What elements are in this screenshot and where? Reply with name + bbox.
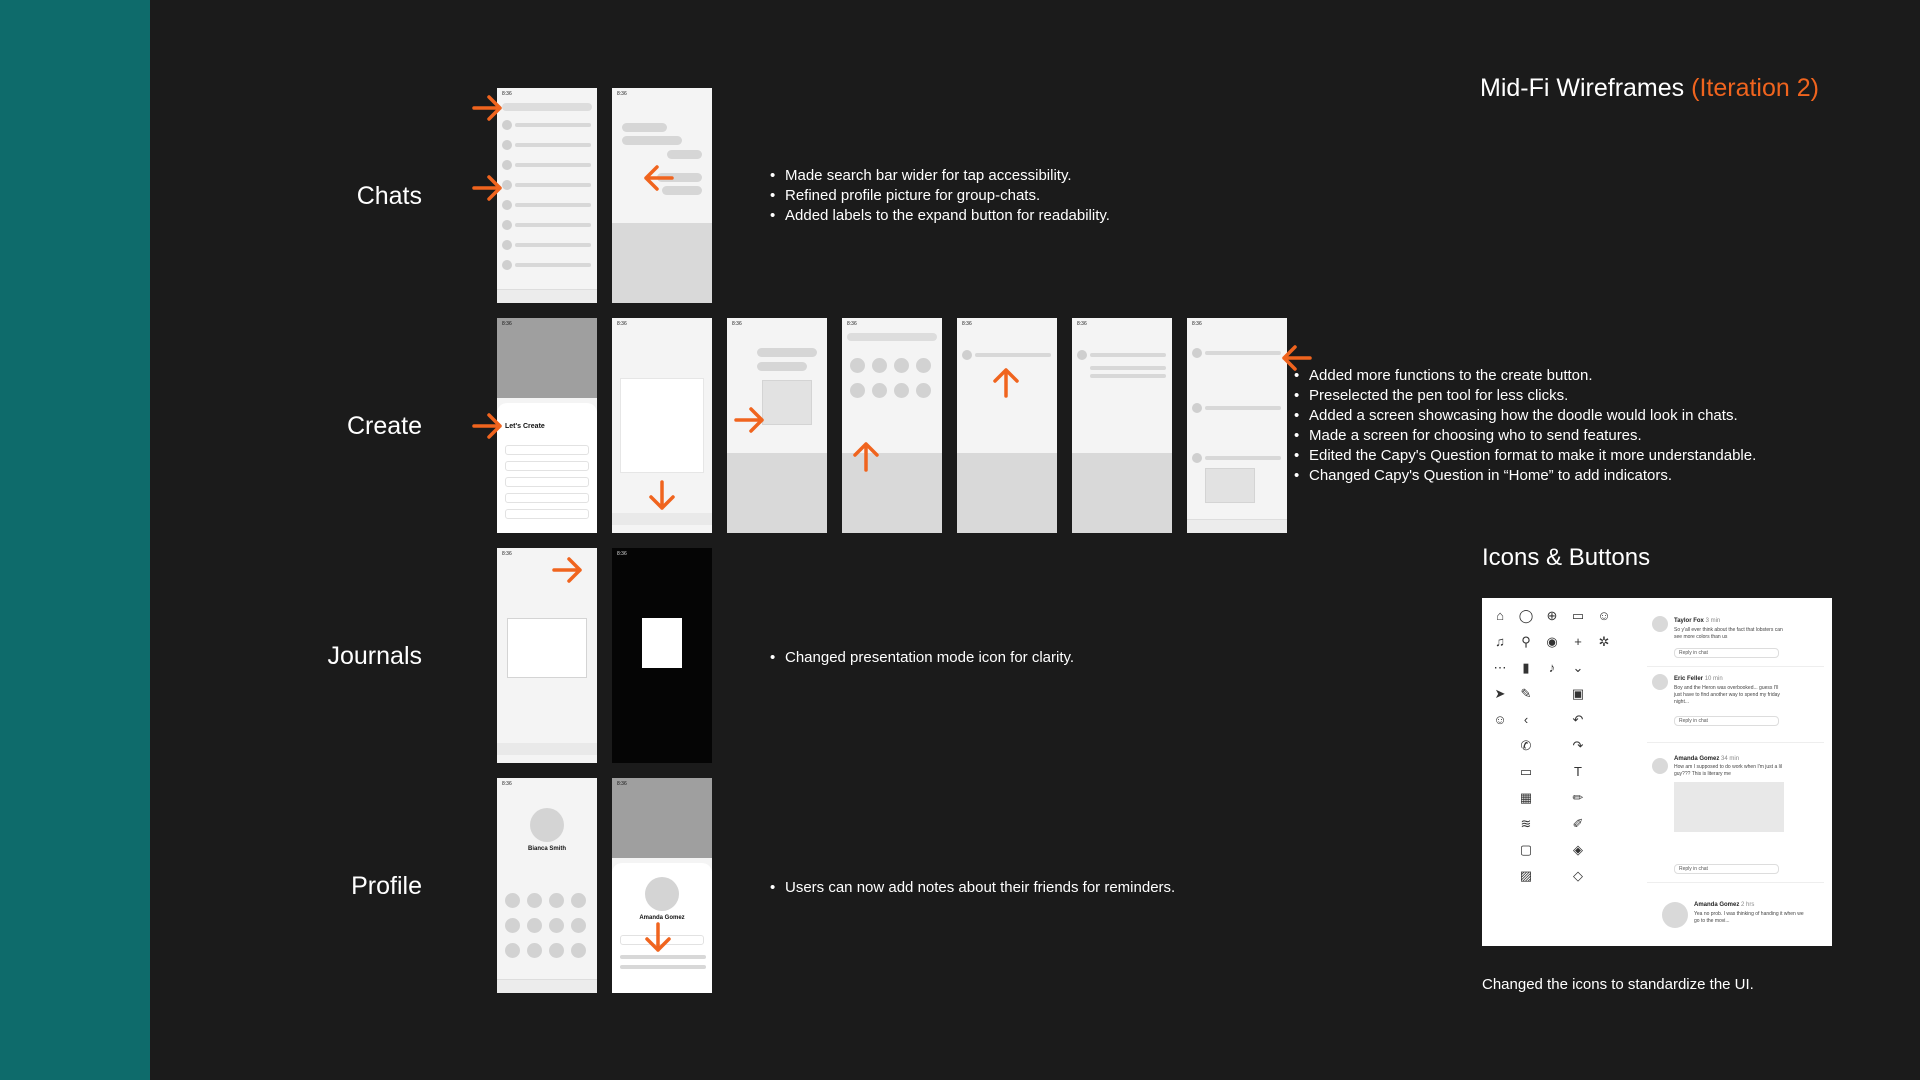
capy-question-screen xyxy=(957,318,1057,533)
arrow-left-icon xyxy=(1278,340,1314,376)
reply-input[interactable]: Reply in chat xyxy=(1674,864,1779,874)
note-item: • Made a screen for choosing who to send features. xyxy=(1294,426,1756,446)
chats-notes xyxy=(770,166,1110,226)
arrow-left-icon xyxy=(640,160,676,196)
status-time: 8:36 xyxy=(847,321,857,327)
friend-profile-screen xyxy=(612,778,712,993)
create-menu-screen xyxy=(497,318,597,533)
friend-avatar[interactable] xyxy=(549,943,564,958)
keyboard[interactable] xyxy=(957,453,1057,533)
friend-note[interactable] xyxy=(620,965,706,969)
avatar xyxy=(1192,453,1202,463)
avatar xyxy=(1662,902,1688,928)
phone-icon[interactable]: ✆ xyxy=(1520,738,1532,753)
status-time: 8:36 xyxy=(1192,321,1202,327)
avatar xyxy=(1192,348,1202,358)
note-item: • Added labels to the expand button for readability. xyxy=(770,206,1110,226)
keyboard[interactable] xyxy=(612,223,712,303)
location-icon[interactable]: ◉ xyxy=(1546,634,1558,649)
image-icon[interactable]: ▨ xyxy=(1519,868,1533,883)
brush-icon[interactable]: ≋ xyxy=(1520,816,1532,831)
avatar xyxy=(502,160,512,170)
friend-avatar[interactable] xyxy=(894,383,909,398)
status-time: 8:36 xyxy=(962,321,972,327)
section-label-create: Create xyxy=(346,412,422,440)
list-item[interactable] xyxy=(515,163,591,167)
section-label-journals: Journals xyxy=(327,642,422,670)
arrow-up-icon xyxy=(988,364,1024,400)
arrow-down-icon xyxy=(640,920,676,956)
friend-avatar[interactable] xyxy=(571,893,586,908)
settings-icon[interactable]: ✲ xyxy=(1598,634,1610,649)
marker-icon[interactable]: ✐ xyxy=(1572,816,1584,831)
post-text xyxy=(1205,406,1281,410)
author-name: Amanda Gomez xyxy=(1694,902,1740,908)
status-time: 8:36 xyxy=(617,321,627,327)
redo-icon[interactable]: ↷ xyxy=(1572,738,1584,753)
message-bubble xyxy=(622,136,682,145)
mic-icon[interactable]: ▮ xyxy=(1522,660,1530,675)
list-item[interactable] xyxy=(515,263,591,267)
drawing-canvas[interactable] xyxy=(620,378,704,473)
bell-icon[interactable]: ♫ xyxy=(1495,634,1505,649)
comment-time: 3 min xyxy=(1705,618,1721,624)
edit-icon[interactable]: ✎ xyxy=(1520,686,1532,701)
friend-avatar[interactable] xyxy=(571,918,586,933)
arrow-up-icon xyxy=(848,438,884,474)
note-item: • Changed Capy's Question in “Home” to add indicators. xyxy=(1294,466,1756,486)
list-item[interactable] xyxy=(515,223,591,227)
friend-avatar[interactable] xyxy=(872,358,887,373)
comment-author xyxy=(1674,676,1723,682)
arrow-right-icon xyxy=(732,402,768,438)
sidebar-band xyxy=(0,0,150,1080)
create-sheet xyxy=(497,403,597,533)
create-option[interactable] xyxy=(505,477,589,487)
arrow-down-icon xyxy=(644,478,680,514)
list-item[interactable] xyxy=(515,203,591,207)
present-icon[interactable]: ▣ xyxy=(1571,686,1585,701)
plus-circle-icon[interactable]: ⊕ xyxy=(1546,608,1558,623)
comment-text: Yea no prob. I was thinking of handing it when we go to the movi... xyxy=(1694,911,1804,924)
avatar xyxy=(502,220,512,230)
friend-avatar[interactable] xyxy=(916,383,931,398)
answer-text xyxy=(1090,366,1166,370)
friend-avatar[interactable] xyxy=(872,383,887,398)
arrow-right-icon xyxy=(470,90,506,126)
note-item: • Made search bar wider for tap accessibility. xyxy=(770,166,1110,186)
friend-avatar[interactable] xyxy=(505,918,520,933)
friend-avatar[interactable] xyxy=(505,943,520,958)
chat-icon[interactable]: ◯ xyxy=(1518,608,1534,623)
fill-icon[interactable]: ◈ xyxy=(1573,842,1583,857)
comment-time: 34 min xyxy=(1721,756,1740,762)
create-notes xyxy=(1294,366,1756,486)
text-icon[interactable]: T xyxy=(1574,764,1582,779)
status-time: 8:36 xyxy=(1077,321,1087,327)
icons-caption: Changed the icons to standardize the UI. xyxy=(1482,976,1754,993)
avatar xyxy=(962,350,972,360)
arrow-right-icon xyxy=(470,170,506,206)
journal-page[interactable] xyxy=(507,618,587,678)
friend-avatar[interactable] xyxy=(850,383,865,398)
profile-notes xyxy=(770,878,1175,898)
comment-time: 10 min xyxy=(1704,676,1723,682)
comment-text: How am I supposed to do work when I'm just a lil guy??? This is literary me xyxy=(1674,764,1782,777)
send-to-friends-screen xyxy=(842,318,942,533)
more-icon[interactable]: ⋯ xyxy=(1493,660,1507,675)
post-text xyxy=(1205,351,1281,355)
status-time: 8:36 xyxy=(502,781,512,787)
friend-name: Amanda Gomez xyxy=(639,915,685,921)
capy-answer-screen xyxy=(1072,318,1172,533)
video-icon[interactable]: ▭ xyxy=(1519,764,1533,779)
friend-avatar[interactable] xyxy=(549,918,564,933)
note-item: • Changed presentation mode icon for clarity. xyxy=(770,648,1074,668)
sticker-icon[interactable]: ▢ xyxy=(1519,842,1533,857)
friend-avatar[interactable] xyxy=(527,893,542,908)
page-title xyxy=(1480,74,1819,103)
chevron-down-icon[interactable]: ⌄ xyxy=(1572,660,1584,675)
list-item[interactable] xyxy=(515,243,591,247)
reply-input[interactable]: Reply in chat xyxy=(1674,648,1779,658)
home-feed-screen xyxy=(1187,318,1287,533)
note-item: • Edited the Capy's Question format to make it more understandable. xyxy=(1294,446,1756,466)
friend-avatar[interactable] xyxy=(894,358,909,373)
arrow-right-icon xyxy=(470,408,506,444)
iteration-label: (Iteration 2) xyxy=(1691,74,1819,102)
message-bubble xyxy=(757,348,817,357)
avatar xyxy=(530,808,564,842)
eraser-icon[interactable]: ◇ xyxy=(1573,868,1583,883)
friend-avatar[interactable] xyxy=(527,918,542,933)
status-time: 8:36 xyxy=(617,551,627,557)
avatar xyxy=(1077,350,1087,360)
divider xyxy=(1647,882,1824,883)
music-icon[interactable]: ♪ xyxy=(1548,660,1556,675)
friend-avatar[interactable] xyxy=(571,943,586,958)
message-bubble xyxy=(757,362,807,371)
comment-time: 2 hrs xyxy=(1741,902,1755,908)
message-bubble xyxy=(667,150,702,159)
comment-image xyxy=(1674,782,1784,832)
status-time: 8:36 xyxy=(502,321,512,327)
create-option[interactable] xyxy=(505,461,589,471)
back-icon[interactable]: ‹ xyxy=(1523,712,1529,727)
arrow-right-icon xyxy=(550,552,586,588)
section-label-profile: Profile xyxy=(351,872,422,900)
create-option[interactable] xyxy=(505,493,589,503)
avatar xyxy=(645,877,679,911)
author-name: Taylor Fox xyxy=(1674,618,1704,624)
comment-text: Boy and the Heron was overbooked... guess I'll just have to find another way to spend my friday night... xyxy=(1674,685,1780,705)
comment-author xyxy=(1674,756,1739,762)
author-name: Eric Feller xyxy=(1674,676,1704,682)
journal-presentation-screen xyxy=(612,548,712,763)
note-item: • Refined profile picture for group-chats. xyxy=(770,186,1110,206)
note-item: • Preselected the pen tool for less clicks. xyxy=(1294,386,1756,406)
profile-name: Bianca Smith xyxy=(527,846,566,852)
presentation-page xyxy=(642,618,682,668)
profile-icon[interactable]: ☺ xyxy=(1597,608,1611,623)
comment-text: So y'all ever think about the fact that lobsters can see more colors than us xyxy=(1674,627,1783,640)
pencil-icon[interactable]: ✏ xyxy=(1572,790,1584,805)
create-option[interactable] xyxy=(505,445,589,455)
question-text xyxy=(975,353,1051,357)
bottom-nav[interactable] xyxy=(1187,519,1287,533)
keyboard[interactable] xyxy=(1072,453,1172,533)
friend-avatar[interactable] xyxy=(850,358,865,373)
icons-buttons-panel xyxy=(1482,598,1832,946)
note-item: • Users can now add notes about their friends for reminders. xyxy=(770,878,1175,898)
note-item: • Added more functions to the create button. xyxy=(1294,366,1756,386)
status-time: 8:36 xyxy=(502,91,512,97)
plus-icon[interactable]: + xyxy=(1574,634,1582,649)
search-bar[interactable] xyxy=(502,103,592,111)
comment-author xyxy=(1694,902,1754,908)
drawing-toolbar[interactable] xyxy=(497,743,597,755)
avatar xyxy=(1652,674,1668,690)
drawing-toolbar[interactable] xyxy=(612,513,712,525)
answer-text xyxy=(1090,374,1166,378)
chats-list-screen xyxy=(497,88,597,303)
bottom-nav[interactable] xyxy=(497,979,597,993)
friend-avatar[interactable] xyxy=(527,943,542,958)
avatar xyxy=(502,140,512,150)
avatar xyxy=(1652,616,1668,632)
bottom-nav[interactable] xyxy=(497,289,597,303)
home-icon[interactable]: ⌂ xyxy=(1496,608,1504,623)
friend-avatar[interactable] xyxy=(505,893,520,908)
list-item[interactable] xyxy=(515,183,591,187)
title-text: Mid-Fi Wireframes xyxy=(1480,74,1685,102)
status-time: 8:36 xyxy=(732,321,742,327)
calendar-icon[interactable]: ▦ xyxy=(1519,790,1533,805)
list-item[interactable] xyxy=(515,143,591,147)
icons-buttons-heading: Icons & Buttons xyxy=(1482,544,1651,571)
book-icon[interactable]: ▭ xyxy=(1571,608,1585,623)
avatar xyxy=(502,260,512,270)
divider xyxy=(1647,666,1824,667)
message-bubble xyxy=(622,123,667,132)
author-name: Amanda Gomez xyxy=(1674,756,1720,762)
send-icon[interactable]: ➤ xyxy=(1494,686,1506,701)
doodle-image xyxy=(762,380,812,425)
comment-author xyxy=(1674,618,1720,624)
note-item: • Added a screen showcasing how the doodle would look in chats. xyxy=(1294,406,1756,426)
keyboard[interactable] xyxy=(727,453,827,533)
friend-avatar[interactable] xyxy=(549,893,564,908)
search-icon[interactable]: ⚲ xyxy=(1521,634,1531,649)
undo-icon[interactable]: ↶ xyxy=(1572,712,1584,727)
post-text xyxy=(1205,456,1281,460)
section-label-chats: Chats xyxy=(356,182,422,210)
profile-screen xyxy=(497,778,597,993)
avatar xyxy=(502,240,512,250)
journals-notes xyxy=(770,648,1074,668)
reply-input[interactable]: Reply in chat xyxy=(1674,716,1779,726)
create-option[interactable] xyxy=(505,509,589,519)
avatar xyxy=(1652,758,1668,774)
status-time: 8:36 xyxy=(617,91,627,97)
status-time: 8:36 xyxy=(502,551,512,557)
question-text xyxy=(1090,353,1166,357)
status-time: 8:36 xyxy=(617,781,627,787)
friend-avatar[interactable] xyxy=(916,358,931,373)
divider xyxy=(1647,742,1824,743)
avatar xyxy=(1192,403,1202,413)
list-item[interactable] xyxy=(515,123,591,127)
post-image xyxy=(1205,468,1255,503)
emoji-icon[interactable]: ☺ xyxy=(1493,712,1507,727)
sheet-title: Let's Create xyxy=(505,423,545,430)
search-bar[interactable] xyxy=(847,333,937,341)
